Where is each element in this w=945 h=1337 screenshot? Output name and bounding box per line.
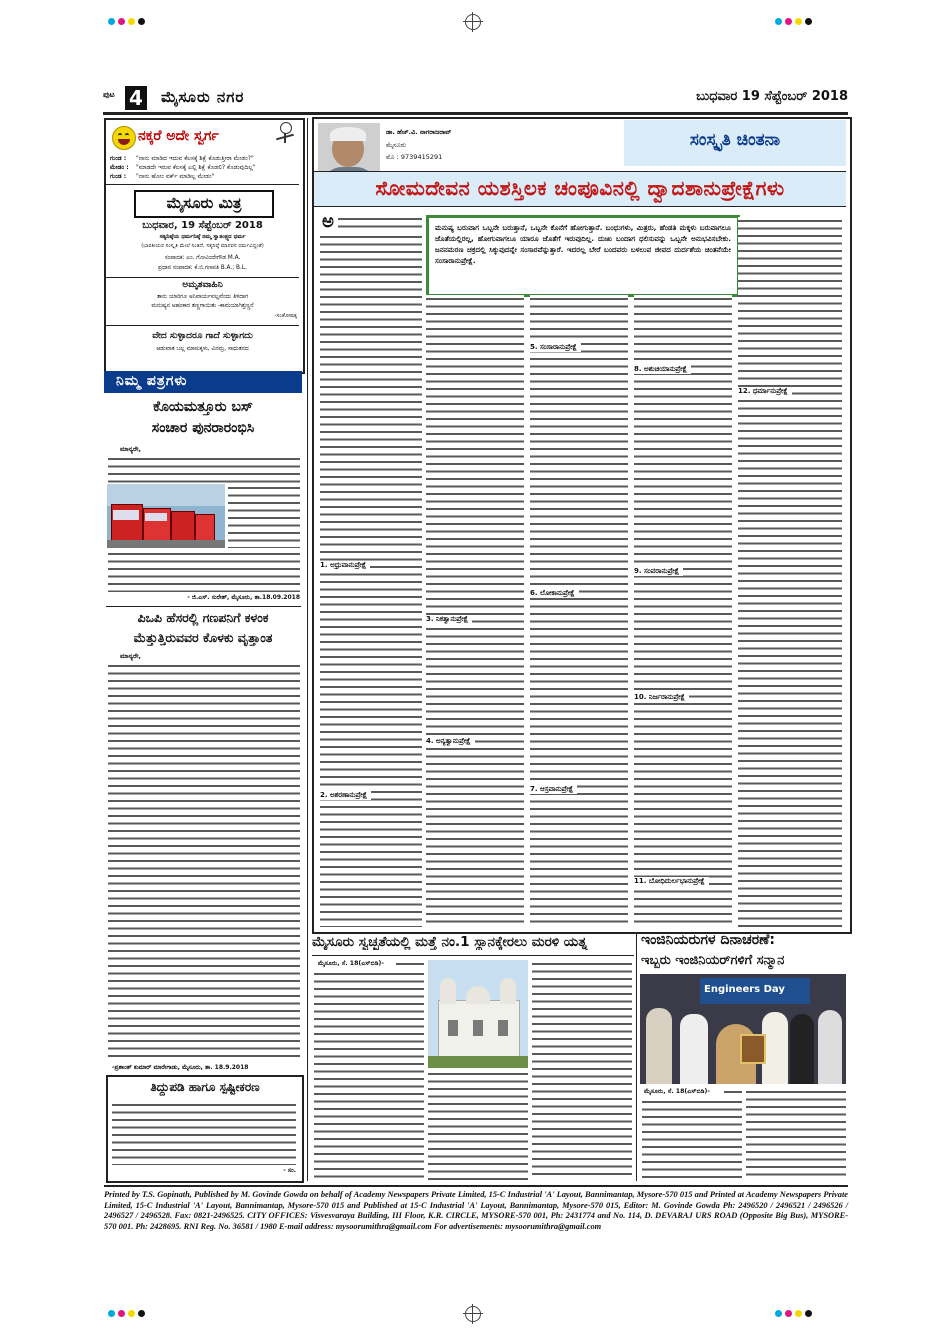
dialogue-line: "ಮಾಡದೇ ಇರುವ ಕೆಲಸಕ್ಕೆ ಎಲ್ಲಿ ಶಿಕ್ಷೆ ಕೊಡಲಿ? ಕೊಡುವುದಿಲ್ಲ" <box>136 164 256 171</box>
dialogue-speaker: ಮೇಡಂ : <box>110 164 129 171</box>
bus-photo <box>107 484 225 548</box>
page-masthead <box>103 86 848 112</box>
letter-signature: -ಪ್ರಶಾಂತ್ ಕುಮಾರ್ ಮಾರೇಗಾಡು, ಮೈಸೂರು, ತಾ. 18.9.2018 <box>112 1064 249 1071</box>
page-date: ಬುಧವಾರ 19 ಸೆಪ್ಟೆಂಬರ್ 2018 <box>696 89 848 104</box>
dialogue-line: "ನಾನು ಮಾಡಿದ ಇದುವ ಕೆಲಸಕ್ಕೆ ಶಿಕ್ಷೆ ಕೊಡುತ್ತೀರಾ ಮೇಡಂ?" <box>136 155 254 162</box>
mitra-motto-note: (ಭಾರತೀಯರ ಸಂಸ್ಕೃತಿ ಮೇಲೆ ನಿಂತಿದೆ, ಸತ್ಯನಿಷ್ಠೆ ಮಾನವನ ಧರ್ಮವಿದ್ದಂತೆ) <box>141 243 264 249</box>
article-body <box>530 295 628 927</box>
dialogue-speaker: ಗುಂಡ : <box>110 155 127 162</box>
color-swatches <box>108 1310 145 1317</box>
pull-quote <box>426 215 740 297</box>
headline-bar <box>314 171 846 207</box>
registration-mark-icon <box>465 14 481 30</box>
series-title: ಸಂಸ್ಕೃತಿ ಚಿಂತನಾ <box>689 130 781 150</box>
cartoon-figure-icon <box>274 122 296 150</box>
story-dateline: ಮೈಸೂರು, ಸೆ. 18(ಎಸ್‌ಬಿಡಿ)- <box>644 1088 710 1095</box>
imprint: Printed by T.S. Gopinath, Published by M. Govinde Gowda on behalf of Academy Newspapers Private Limited, 15-C Industrial 'A' Layout, Bannimantap, Mysore-570 015 and Printed at Academy Newspapers Private Limited, 15-C Industrial 'A' Layout, Bannimantap, Mysore-570 015 and Published at 15-C Industrial 'A' Layout, Bannimantap, Mysore-570 015, Editor: M. Govinde Gowda Ph: 2496520 / 2496521 / 2496526 / 2496527 / 2496528. Fax: 0821-2496525. CITY OFFICES: Visvesvaraya Building, III Floor, K.R. CIRCLE, MYSORE-570 001, Ph: 2431774 and No. 114, D. DEVARAJ URS ROAD (Opposite Big Bus), MYSORE-570 001. Ph: 2428695. RNI Reg. No. 36581 / 1980 E-mail address: mysoorumithra@gmail.com For advertisements: mysoorumithra@gmail.com <box>104 1190 848 1231</box>
mitra-logo-text: ಮೈಸೂರು ಮಿತ್ರ <box>166 194 242 212</box>
subhead: 7. ಆಸ್ರವಾನುಪ್ರೇಕ್ಷೆ <box>530 785 577 794</box>
mitra-editor: ಸಂಪಾದಕ: ಎಂ. ಗೋವಿಂದೇಗೌಡ M.A. <box>164 255 241 261</box>
subhead: 1. ಅಧ್ರುವಾನುಪ್ರೇಕ್ಷೆ <box>320 561 370 570</box>
subhead: 5. ಸಂಸಾರಾನುಪ್ರೇಕ್ಷೆ <box>530 343 581 352</box>
letter-body <box>108 662 300 1060</box>
story-dateline: ಮೈಸೂರು, ಸೆ. 18(ಎಸ್‌ಬಿಡಿ)- <box>318 960 384 967</box>
story-body <box>428 1070 528 1180</box>
story-headline: ಇಬ್ಬರು ಇಂಜಿನಿಯರ್‌ಗಳಿಗೆ ಸನ್ಮಾನ <box>641 953 785 968</box>
article-body <box>634 295 732 927</box>
correction-title: ತಿದ್ದುಪಡಿ ಹಾಗೂ ಸ್ಪಷ್ಟೀಕರಣ <box>150 1080 260 1094</box>
divider <box>106 277 299 278</box>
story-headline: ಮೈಸೂರು ಸ್ವಚ್ಛತೆಯಲ್ಲಿ ಮತ್ತೆ ನಂ.1 ಸ್ಥಾನಕ್ಕೇರಲು ಮರಳಿ ಯತ್ನ <box>312 934 588 950</box>
story-body <box>642 1098 742 1180</box>
series-banner <box>624 120 846 166</box>
imprint-rule <box>104 1185 848 1187</box>
subhead: 9. ಸಂವರಾನುಪ್ರೇಕ್ಷೆ <box>634 567 683 576</box>
banner-text: Engineers Day <box>704 984 785 995</box>
palace-photo <box>428 960 528 1068</box>
humour-dialogue <box>110 154 298 181</box>
story-body <box>532 960 632 1180</box>
masthead-rule <box>103 112 848 115</box>
subhead: 10. ನಿರ್ಜರಾನುಪ್ರೇಕ್ಷೆ <box>634 693 689 702</box>
proverb-text: ಆಡುವಾತ ಬಲ್ಲ ಮಾಮಕ್ಕಳು, ವಿನಮ್ರ, ಸಾಧುತನದ <box>156 346 249 352</box>
section-title: ಮೈಸೂರು ನಗರ <box>161 88 245 106</box>
subhead: 4. ಅನ್ಯತ್ವಾನುಪ್ರೇಕ್ಷೆ <box>426 737 475 746</box>
letter-body <box>108 455 300 483</box>
column-separator <box>636 934 637 1181</box>
subhead: 11. ಬೋಧಿದುರ್ಲಭಾನುಪ್ರೇಕ್ಷೆ <box>634 877 709 886</box>
letter-signature: - ಜಿ.ಎಸ್. ಸುರೇಶ್, ಮೈಸೂರು, ತಾ.18.09.2018 <box>187 594 300 601</box>
letter-body <box>108 550 300 592</box>
pull-quote-text: ಮನುಷ್ಯ ಬರುವಾಗ ಒಬ್ಬನೇ ಬರುತ್ತಾನೆ, ಒಬ್ಬನೇ ಕೊನೆಗೆ ಹೋಗುತ್ತಾನೆ. ಬಂಧುಗಳು, ಮಿತ್ರರು, ಹೆಂಡತಿ ಮಕ್ಕಳು ಬರುವಾಗಲೂ ಜೊತೆಯಲ್ಲಿರಲ್ಲ, ಹೋಗುವಾಗಲೂ ಯಾರೂ ಜೊತೆಗೆ ಇರುವುದಿಲ್ಲ. ದುಃಖ ಬಂದಾಗ ಧಲಿಸುವನ್ನು ಒಬ್ಬನೇ ಅನುಭವಿಸಬೇಕು. ಜನನಮರಣ ಚಕ್ರದಲ್ಲಿ ಸಿಕ್ಕುವುದನ್ನೇ ಸಂಸಾರವೆನ್ನುತ್ತಾರೆ. ಇದರಲ್ಲ ಬೇರೆ ಬಂದವರು ಬಳಲುವ ಜೀವದ ದುರ್ದಶೆಯ ಚಿಂತನೆಯೇ ಸಂಸಾರಾನುಪ್ರೇಕ್ಷೆ. <box>435 223 731 265</box>
proverb-title: ವೇದ ಸುಳ್ಳಾದರೂ ಗಾದೆ ಸುಳ್ಳಾಗದು <box>152 331 253 341</box>
letters-header <box>104 371 302 393</box>
story-headline: ಇಂಜಿನಿಯರುಗಳ ದಿನಾಚರಣೆ: <box>641 932 775 948</box>
letter-headline: ಸಂಚಾರ ಪುನರಾರಂಭಿಸಿ <box>151 420 255 436</box>
letters-header-text: ನಿಮ್ಮ ಪತ್ರಗಳು <box>116 373 188 389</box>
color-swatches <box>108 18 145 25</box>
correction-signature: - ಸಂ. <box>283 1167 296 1174</box>
article-body <box>738 217 842 927</box>
page-label: ಪುಟ <box>103 90 115 99</box>
letter-headline: ಪಿಒಪಿ ಹೆಸರಲ್ಲಿ ಗಣಪನಿಗೆ ಕಳಂಕ <box>137 610 269 625</box>
column-separator <box>307 118 308 1181</box>
humour-box <box>104 118 305 374</box>
feature-article <box>312 117 852 934</box>
author-city: ಮೈಸೂರು <box>386 141 407 149</box>
subhead: 8. ಅಶುಚಿಯಾನುಪ್ರೇಕ್ಷೆ <box>634 365 691 374</box>
page-number: 4 <box>125 86 147 110</box>
mitra-logo <box>134 190 274 218</box>
subhead: 12. ಧರ್ಮಾನುಪ್ರೇಕ್ಷೆ <box>738 387 792 396</box>
amrita-text: ತಾನು ಯಾರಿಗೂ ಅನಿವಾರ್ಯವಲ್ಲವೆಂದು ತಿಳಿದಾಗ <box>156 294 249 300</box>
amrita-text: ಮನುಷ್ಯನ ಅಹಂಕಾರ ತಣ್ಣಗಾಯಿತು -ಕಾಮಯಾಗಿತ್ತಣ್ಣನೆ <box>151 303 254 309</box>
mitra-motto: ಸತ್ಯನಿಷ್ಠೆಯ ಧರ್ಮನಿಷ್ಠೆ ನಮ್ಮ ಸ್ವಾತಂತ್ರ್ಯದ ಧರ್ಮ <box>159 234 246 240</box>
letter-body <box>228 484 300 548</box>
color-swatches <box>775 18 812 25</box>
drop-cap: ಅ <box>322 211 334 232</box>
letter-headline: ಕೊಯಮತ್ತೂರು ಬಸ್ <box>153 399 253 415</box>
divider <box>106 606 301 607</box>
registration-mark-icon <box>465 1306 481 1322</box>
letter-salutation: ಮಾನ್ಯರೇ, <box>120 652 142 660</box>
letter-salutation: ಮಾನ್ಯರೇ, <box>120 445 142 453</box>
subhead: 6. ಲೋಕಾನುಪ್ರೇಕ್ಷೆ <box>530 589 579 598</box>
author-phone: ಮೊ : 9739415291 <box>386 153 443 161</box>
story-body <box>724 1088 742 1096</box>
dialogue-line: "ನಾನು ಹೋಂ ವರ್ಕ್ ಮಾಡಿಲ್ಲ ಮೇಡಂ" <box>136 173 215 180</box>
ceremony-photo <box>640 974 846 1084</box>
article-body <box>338 215 422 231</box>
subhead: 3. ನಿಕತ್ವಾನುಪ್ರೇಕ್ಷೆ <box>426 615 472 624</box>
humour-title: ನಕ್ಕರೆ ಅದೇ ಸ್ವರ್ಗ <box>138 128 219 144</box>
article-body <box>320 233 422 927</box>
color-swatches <box>775 1310 812 1317</box>
letter-headline: ಮೆತ್ತುತ್ತಿರುವವರ ಕೊಳಕು ವೃತ್ತಾಂತ <box>133 630 273 645</box>
story-body <box>396 960 424 968</box>
story-body <box>746 1088 846 1180</box>
feature-headline: ಸೋಮದೇವನ ಯಶಸ್ತಿಲಕ ಚಂಪೂವಿನಲ್ಲಿ ದ್ವಾದಶಾನುಪ್ರೇಕ್ಷೆಗಳು <box>375 176 785 200</box>
dialogue-speaker: ಗುಂಡ : <box>110 173 127 180</box>
laughing-emoji-icon <box>112 126 136 150</box>
author-name: ಡಾ. ಹೆಚ್.ವಿ. ನಾಗರಾಜರಾವ್ <box>386 128 452 136</box>
amrita-title: ಅಮೃತವಾಹಿನಿ <box>182 280 223 290</box>
story-body <box>314 970 424 1180</box>
amrita-credit: -ಸಂತೋಷಕ್ಕ <box>274 313 297 319</box>
mitra-publisher: ಪ್ರಧಾನ ಸಂಪಾದಕ: ಕೆ.ಬಿ.ಗಣಪತಿ B.A.; B.L. <box>158 265 247 271</box>
divider <box>106 184 299 185</box>
article-body <box>426 295 524 927</box>
subhead: 2. ಅಶರಣಾನುಪ್ರೇಕ್ಷೆ <box>320 791 371 800</box>
correction-box <box>106 1075 304 1183</box>
divider <box>312 955 634 956</box>
divider <box>106 325 299 326</box>
correction-body <box>112 1101 296 1165</box>
mitra-date: ಬುಧವಾರ, 19 ಸೆಪ್ಟೆಂಬರ್ 2018 <box>142 220 263 231</box>
